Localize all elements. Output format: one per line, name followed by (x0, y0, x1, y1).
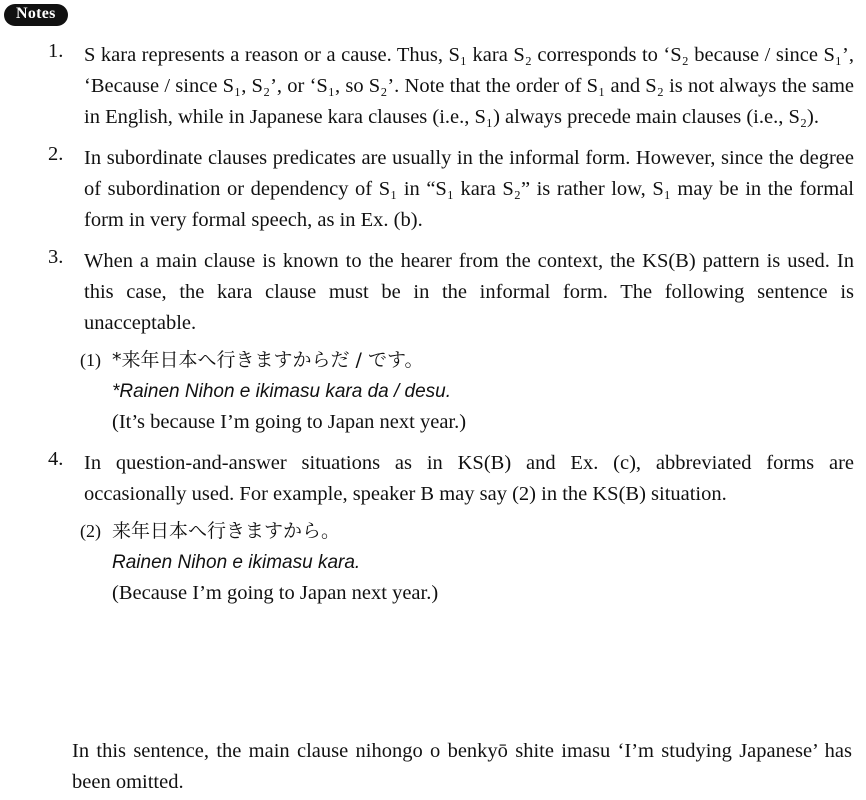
notes-badge: Notes (4, 4, 68, 26)
example-romaji: Rainen Nihon e ikimasu kara. (112, 552, 361, 573)
note-number: 2. (48, 143, 64, 165)
note-item-2 (0, 143, 866, 236)
example-translation: (Because I’m going to Japan next year.) (112, 582, 439, 604)
example-number: (2) (80, 521, 101, 541)
example-japanese: *来年日本へ行きますからだ / です。 (112, 349, 424, 371)
example-japanese: 来年日本へ行きますから。 (112, 520, 341, 542)
notes-list (0, 40, 866, 619)
note-number: 1. (48, 40, 64, 62)
note-number: 4. (48, 448, 64, 470)
example-translation: (It’s because I’m going to Japan next year.) (112, 411, 467, 433)
example-number: (1) (80, 350, 101, 370)
note-text: S kara represents a reason or a cause. Thus, S₁ kara S₂ corresponds to ‘S₂ because / since S₁’, ‘Because / since S₁, S₂’, or ‘S₁, so S₂’. Note that the order of S₁ and S₂ is not always the same in English, while in Japanese kara clauses (i.e., S₁) always precede main clauses (i.e., S₂). (84, 44, 854, 128)
note-item-1 (0, 40, 866, 133)
note-text: In question-and-answer situations as in KS(B) and Ex. (c), abbreviated forms are occasionally used. For example, speaker B may say (2) in the KS(B) situation. (84, 452, 854, 505)
note-item-3 (0, 246, 866, 438)
example-1 (80, 345, 854, 438)
closing-paragraph: In this sentence, the main clause nihongo o benkyō shite imasu ‘I’m studying Japanese’ has been omitted. (72, 740, 852, 793)
note-text: When a main clause is known to the hearer from the context, the KS(B) pattern is used. In this case, the kara clause must be in the informal form. The following sentence is unacceptable. (84, 250, 854, 334)
note-text: In subordinate clauses predicates are usually in the informal form. However, since the degree of subordination or dependency of S₁ in “S₁ kara S₂” is rather low, S₁ may be in the formal form in very formal speech, as in Ex. (b). (84, 147, 854, 231)
example-2 (80, 516, 854, 609)
example-romaji: *Rainen Nihon e ikimasu kara da / desu. (112, 381, 452, 402)
note-number: 3. (48, 246, 64, 268)
note-item-4 (0, 448, 866, 609)
